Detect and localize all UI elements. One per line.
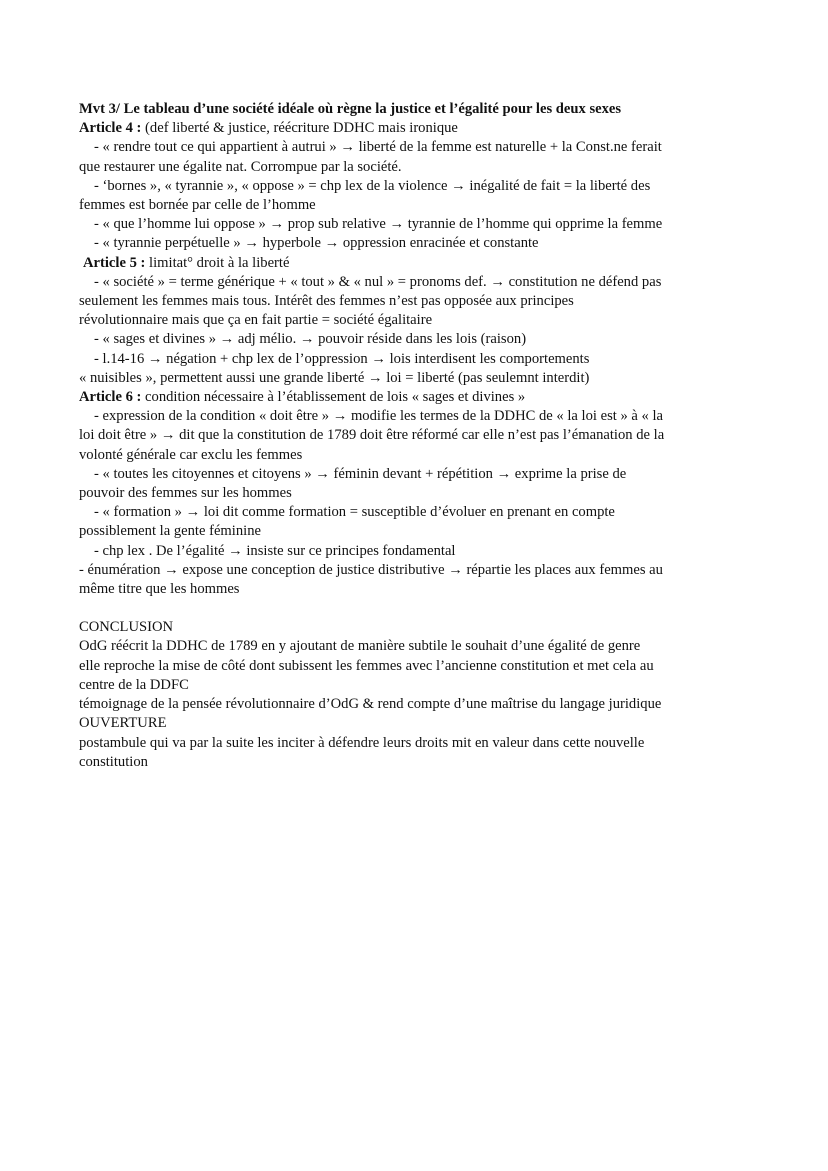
article6-line: - expression de la condition « doit être » → modifie les termes de la DDHC de « la loi est » à « la [94, 408, 664, 425]
ouverture-line: postambule qui va par la suite les inciter à défendre leurs droits mit en valeur dans cette nouvelle [79, 734, 645, 751]
section-gap [79, 599, 758, 618]
article4-heading: Article 4 : [79, 120, 142, 137]
article6-heading: Article 6 : [79, 389, 142, 406]
article5-line: « nuisibles », permettent aussi une grande liberté → loi = liberté (pas seulemnt interdit) [79, 369, 590, 386]
article6-line: - chp lex . De l’égalité → insiste sur ce principes fondamental [94, 542, 456, 559]
article4-heading-line [79, 119, 758, 138]
article5-heading-line [79, 254, 758, 273]
article5-line: - « sages et divines » → adj mélio. → pouvoir réside dans les lois (raison) [94, 331, 527, 348]
article6-line: - « toutes les citoyennes et citoyens » → féminin devant + répétition → exprime la prise de [94, 465, 627, 482]
article6-line: - « formation » → loi dit comme formation = susceptible d’évoluer en prenant en compte [94, 504, 615, 521]
conclusion-heading: CONCLUSION [79, 619, 174, 636]
article6-line: pouvoir des femmes sur les hommes [79, 485, 292, 502]
article5-subtitle: limitat° droit à la liberté [145, 254, 290, 271]
article6-heading-line [79, 388, 758, 407]
movement-title: Mvt 3/ Le tableau d’une société idéale où règne la justice et l’égalité pour les deux sexes [79, 101, 622, 117]
conclusion-line: témoignage de la pensée révolutionnaire d’OdG & rend compte d’une maîtrise du langage juridique [79, 696, 662, 713]
ouverture-heading: OUVERTURE [79, 715, 167, 732]
article6-line: - énumération → expose une conception de justice distributive → répartie les places aux femmes au [79, 561, 663, 578]
conclusion-line: elle reproche la mise de côté dont subissent les femmes avec l’ancienne constitution et met cela au [79, 657, 654, 674]
article5-line: - « société » = terme générique + « tout » & « nul » = pronoms def. → constitution ne défend pas [94, 273, 662, 290]
article5-line: seulement les femmes mais tous. Intérêt des femmes n’est pas opposée aux principes [79, 293, 574, 310]
article4-line: - « tyrannie perpétuelle » → hyperbole → oppression enracinée et constante [94, 235, 539, 252]
article6-subtitle: condition nécessaire à l’établissement de lois « sages et divines » [141, 389, 526, 406]
article4-line: que restaurer une égalite nat. Corrompue par la société. [79, 158, 402, 175]
conclusion-line: centre de la DDFC [79, 676, 189, 693]
article6-line: même titre que les hommes [79, 581, 240, 598]
ouverture-line: constitution [79, 753, 148, 770]
conclusion-line: OdG réécrit la DDHC de 1789 en y ajoutant de manière subtile le souhait d’une égalité de genre [79, 638, 641, 655]
article5-line: - l.14-16 → négation + chp lex de l’oppression → lois interdisent les comportements [94, 350, 590, 367]
article4-subtitle: (def liberté & justice, réécriture DDHC mais ironique [141, 120, 458, 137]
article5-heading: Article 5 : [83, 254, 146, 271]
article4-line: femmes est bornée par celle de l’homme [79, 197, 316, 214]
article4-line: - « rendre tout ce qui appartient à autrui » → liberté de la femme est naturelle + la Const.ne ferait [94, 139, 662, 156]
article5-line: révolutionnaire mais que ça en fait partie = société égalitaire [79, 312, 433, 329]
article4-line: - ‘bornes », « tyrannie », « oppose » = chp lex de la violence → inégalité de fait = la liberté des [94, 177, 651, 194]
article6-line: possiblement la gente féminine [79, 523, 261, 540]
article6-line: volonté générale car exclu les femmes [79, 446, 303, 463]
article6-line: loi doit être » → dit que la constitution de 1789 doit être réformé car elle n’est pas l’émanation de la [79, 427, 665, 444]
article4-line: - « que l’homme lui oppose » → prop sub relative → tyrannie de l’homme qui opprime la femme [94, 216, 663, 233]
